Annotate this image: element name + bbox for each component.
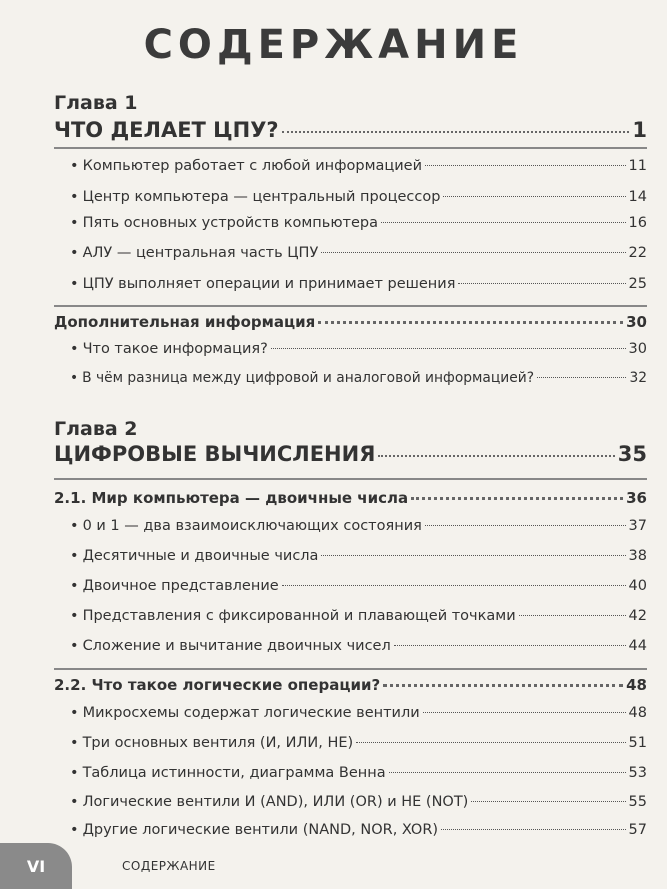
bullet: •	[70, 518, 79, 534]
leader-dots	[423, 712, 626, 713]
bullet: •	[70, 705, 79, 721]
item-title: Центр компьютера — центральный процессор	[82, 189, 441, 205]
leader-dots	[537, 377, 626, 378]
page-number: 48	[628, 705, 647, 721]
toc-item[interactable]	[70, 548, 647, 564]
chapter-label: Глава 1	[54, 92, 138, 114]
toc-item[interactable]	[70, 276, 647, 292]
page-number: 16	[628, 215, 647, 231]
page-number: 57	[628, 822, 647, 838]
toc-item[interactable]	[70, 822, 647, 838]
toc-item[interactable]	[70, 794, 647, 810]
bullet: •	[70, 189, 79, 205]
bullet: •	[70, 548, 79, 564]
chapter-title: ЧТО ДЕЛАЕТ ЦПУ?	[54, 118, 279, 142]
leader-dots	[519, 615, 626, 616]
item-title: Представления с фиксированной и плавающей точками	[82, 608, 516, 624]
footer-page-number: VI	[0, 843, 72, 889]
toc-section[interactable]	[54, 676, 647, 694]
item-title: ЦПУ выполняет операции и принимает решения	[82, 276, 456, 292]
divider	[54, 478, 647, 480]
page-number: 32	[629, 370, 647, 386]
chapter-label: Глава 2	[54, 418, 138, 440]
page-title: СОДЕРЖАНИЕ	[143, 22, 524, 68]
bullet: •	[70, 765, 79, 781]
toc-item[interactable]	[70, 189, 647, 205]
item-title: Микросхемы содержат логические вентили	[82, 705, 420, 721]
section-title: 2.2. Что такое логические операции?	[54, 676, 381, 694]
bullet: •	[70, 276, 79, 292]
divider	[54, 305, 647, 307]
page-number: 44	[628, 638, 647, 654]
item-title: 0 и 1 — два взаимоисключающих состояния	[82, 518, 422, 534]
leader-dots	[389, 772, 626, 773]
leader-dots	[411, 497, 623, 500]
page-number: 11	[628, 158, 647, 174]
toc-item[interactable]	[70, 245, 647, 261]
toc-chapter[interactable]	[54, 442, 647, 466]
item-title: Десятичные и двоичные числа	[82, 548, 319, 564]
bullet: •	[70, 158, 79, 174]
item-title: Компьютер работает с любой информацией	[82, 158, 423, 174]
leader-dots	[282, 131, 630, 133]
toc-chapter[interactable]	[54, 118, 647, 142]
bullet: •	[70, 638, 79, 654]
page-number: 36	[626, 489, 647, 507]
page-number: 55	[628, 794, 647, 810]
toc-item[interactable]	[70, 341, 647, 357]
item-title: АЛУ — центральная часть ЦПУ	[82, 245, 319, 261]
item-title: Другие логические вентили (NAND, NOR, XOR)	[82, 822, 439, 838]
bullet: •	[70, 341, 79, 357]
page-number: 53	[628, 765, 647, 781]
page-number: 51	[628, 735, 647, 751]
toc-section[interactable]	[54, 313, 647, 331]
toc-item[interactable]	[70, 158, 647, 174]
bullet: •	[70, 735, 79, 751]
leader-dots	[321, 555, 625, 556]
toc-item[interactable]	[70, 578, 647, 594]
bullet: •	[70, 578, 79, 594]
page-number: 22	[628, 245, 647, 261]
divider	[54, 147, 647, 149]
item-title: Пять основных устройств компьютера	[82, 215, 378, 231]
leader-dots	[394, 645, 626, 646]
leader-dots	[458, 283, 625, 284]
page-number: 35	[617, 442, 647, 466]
toc-item[interactable]	[70, 735, 647, 751]
toc-item[interactable]	[70, 638, 647, 654]
bullet: •	[70, 215, 79, 231]
item-title: Логические вентили И (AND), ИЛИ (OR) и НЕ (NOT)	[82, 794, 469, 810]
bullet: •	[70, 370, 79, 386]
leader-dots	[381, 222, 626, 223]
page-number: 14	[628, 189, 647, 205]
divider	[54, 668, 647, 670]
running-title: СОДЕРЖАНИЕ	[122, 859, 216, 873]
page-number: 40	[628, 578, 647, 594]
bullet: •	[70, 822, 79, 838]
toc-item[interactable]	[70, 215, 647, 231]
leader-dots	[425, 525, 626, 526]
page-number: 1	[632, 118, 647, 142]
leader-dots	[356, 742, 625, 743]
toc-section[interactable]	[54, 489, 647, 507]
leader-dots	[282, 585, 626, 586]
item-title: Три основных вентиля (И, ИЛИ, НЕ)	[82, 735, 354, 751]
item-title: Двоичное представление	[82, 578, 279, 594]
section-title: 2.1. Мир компьютера — двоичные числа	[54, 489, 409, 507]
page-number: 38	[628, 548, 647, 564]
item-title: Таблица истинности, диаграмма Венна	[82, 765, 386, 781]
bullet: •	[70, 794, 79, 810]
page-number: 42	[628, 608, 647, 624]
item-title: Что такое информация?	[82, 341, 268, 357]
leader-dots	[271, 348, 626, 349]
bullet: •	[70, 245, 79, 261]
bullet: •	[70, 608, 79, 624]
page-number: 48	[626, 676, 647, 694]
leader-dots	[441, 829, 625, 830]
page-number: 25	[628, 276, 647, 292]
toc-item[interactable]	[70, 518, 647, 534]
leader-dots	[321, 252, 625, 253]
page-number: 30	[628, 341, 647, 357]
item-title: Сложение и вычитание двоичных чисел	[82, 638, 391, 654]
toc-item[interactable]	[70, 608, 647, 624]
leader-dots	[471, 801, 625, 802]
leader-dots	[383, 684, 623, 687]
leader-dots	[443, 196, 625, 197]
leader-dots	[425, 165, 626, 166]
chapter-title: ЦИФРОВЫЕ ВЫЧИСЛЕНИЯ	[54, 442, 376, 466]
toc-item[interactable]	[70, 370, 647, 386]
section-title: Дополнительная информация	[54, 313, 316, 331]
leader-dots	[318, 321, 623, 324]
toc-item[interactable]	[70, 705, 647, 721]
page-number: 30	[626, 313, 647, 331]
leader-dots	[378, 455, 614, 457]
item-title: В чём разница между цифровой и аналоговой информацией?	[82, 370, 535, 386]
page-number: 37	[628, 518, 647, 534]
toc-item[interactable]	[70, 765, 647, 781]
